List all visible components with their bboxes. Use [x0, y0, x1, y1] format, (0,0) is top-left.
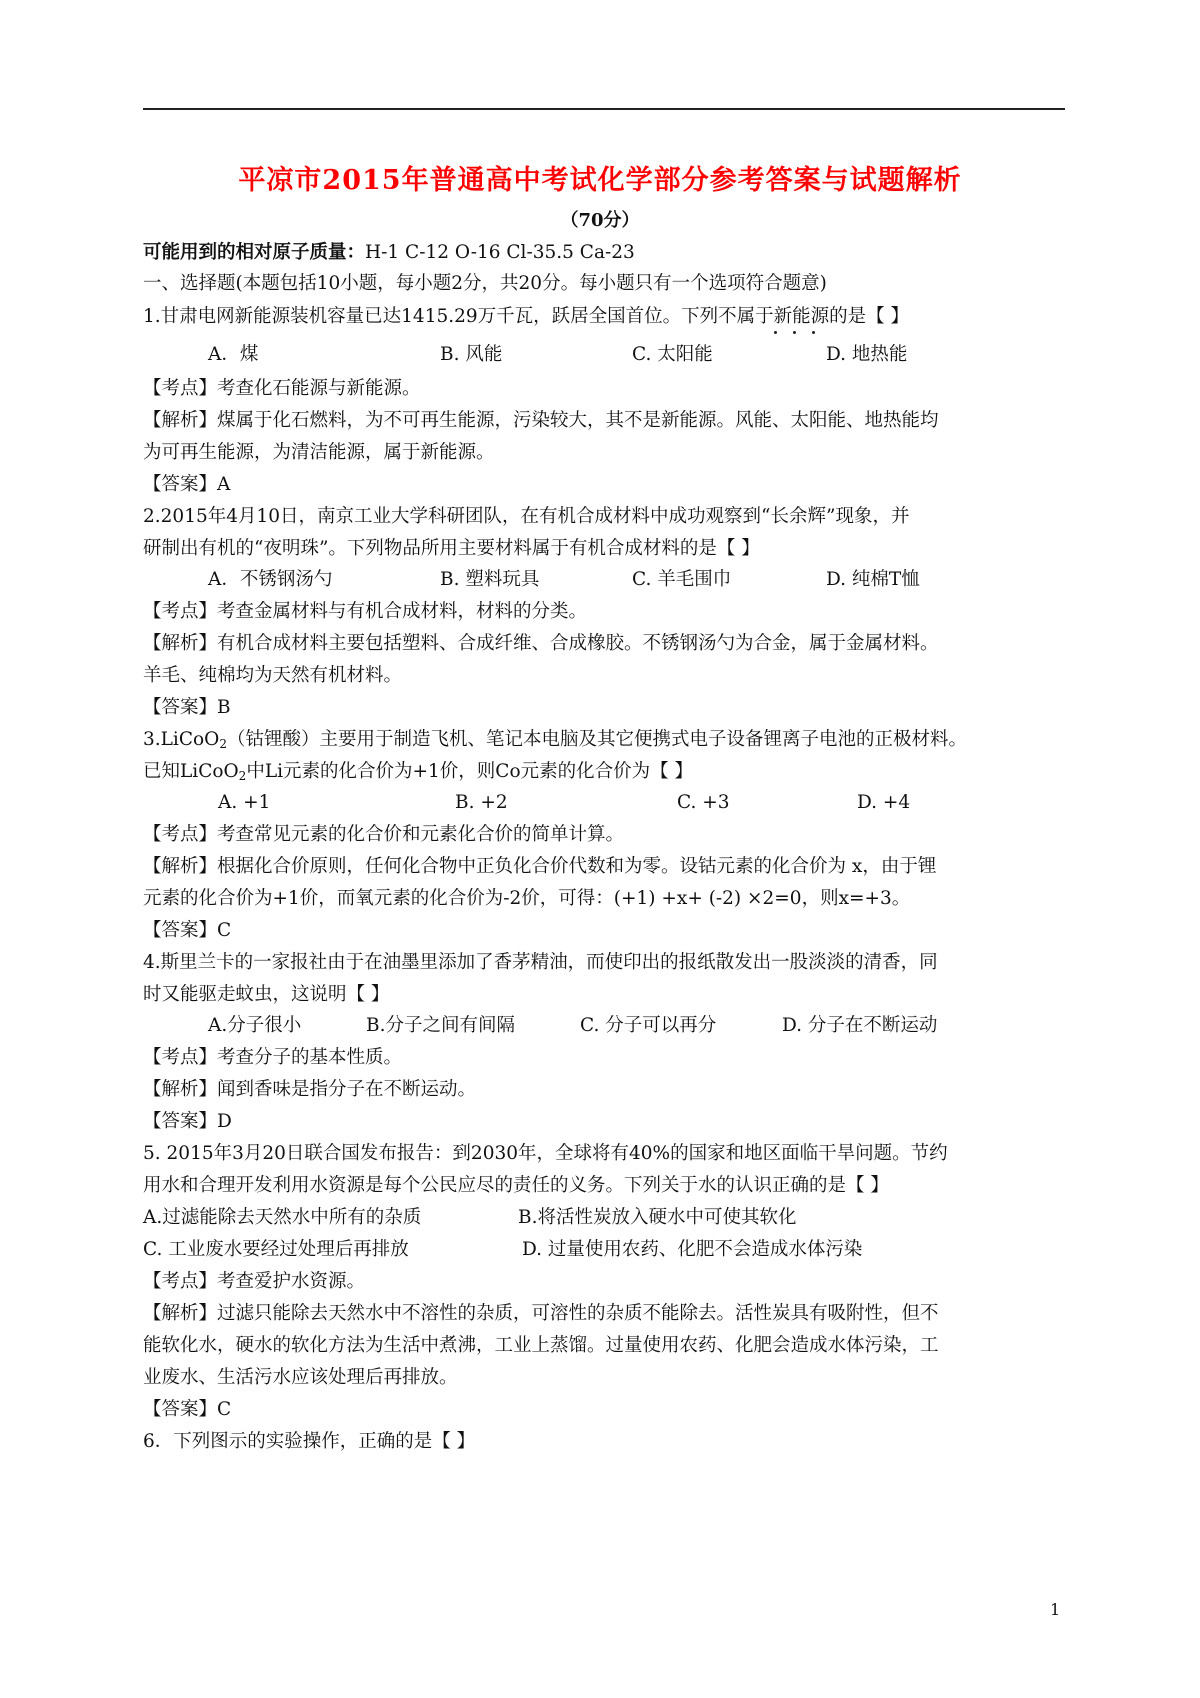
option-c: C. 工业废水要经过处理后再排放 [143, 1239, 409, 1260]
option-c: C. 分子可以再分 [580, 1015, 717, 1036]
option-b: B. +2 [455, 792, 508, 813]
option-a: A．煤 [208, 344, 259, 365]
q2-stem-line: 2.2015年4月10日，南京工业大学科研团队，在有机合成材料中成功观察到“长余辉”现象，并 [143, 506, 910, 527]
q1-stem-emphasis: 不属于 [718, 306, 774, 327]
document-title: 平凉市2015年普通高中考试化学部分参考答案与试题解析 [238, 165, 962, 196]
q3-stem-line [143, 759, 693, 789]
q5-jiexi-line: 业废水、生活污水应该处理后再排放。 [143, 1367, 458, 1388]
option-d: D. 纯棉T恤 [826, 569, 920, 590]
q4-jiexi-line: 【解析】闻到香味是指分子在不断运动。 [143, 1079, 477, 1100]
score-label: （70分） [560, 210, 640, 231]
q3-formula: 3.LiCoO [143, 729, 220, 750]
q5-stem-line: 5. 2015年3月20日联合国发布报告：到2030年，全球将有40%的国家和地区面临干旱问题。节约 [143, 1143, 948, 1164]
option-d: D. 过量使用农药、化肥不会造成水体污染 [522, 1239, 863, 1260]
q2-jiexi-line: 【解析】有机合成材料主要包括塑料、合成纤维、合成橡胶。不锈钢汤勺为合金，属于金属材料。 [143, 633, 939, 654]
atomic-mass-label: 可能用到的相对原子质量： [143, 242, 366, 263]
option-c: C. 太阳能 [632, 344, 713, 365]
option-a: A.过滤能除去天然水中所有的杂质 [143, 1207, 422, 1228]
header-rule [143, 108, 1065, 110]
q1-stem [143, 304, 909, 330]
q4-kaodian: 【考点】考查分子的基本性质。 [143, 1047, 403, 1068]
emphasis-dot [812, 331, 815, 334]
q5-stem-line: 用水和合理开发利用水资源是每个公民应尽的责任的义务。下列关于水的认识正确的是【 】 [143, 1175, 889, 1196]
option-b: B.分子之间有间隔 [366, 1015, 515, 1036]
option-d: D. +4 [857, 792, 911, 813]
option-b: B.将活性炭放入硬水中可使其软化 [518, 1207, 797, 1228]
emphasis-dot [774, 331, 777, 334]
option-b: B. 塑料玩具 [440, 569, 540, 590]
option-a: A. +1 [218, 792, 271, 813]
atomic-mass-line [143, 240, 635, 266]
option-c: C. +3 [677, 792, 730, 813]
q1-kaodian: 【考点】考查化石能源与新能源。 [143, 378, 421, 399]
q2-stem-line: 研制出有机的“夜明珠”。下列物品所用主要材料属于有机合成材料的是【 】 [143, 538, 760, 559]
option-b: B. 风能 [440, 344, 503, 365]
q3-jiexi-line: 元素的化合价为+1价，而氧元素的化合价为-2价，可得：(+1) +x+ (-2) ×2=0，则x=+3。 [143, 888, 911, 909]
option-c: C. 羊毛围巾 [632, 569, 732, 590]
q4-stem-line: 时又能驱走蚊虫，这说明【 】 [143, 984, 390, 1005]
q2-answer: 【答案】B [143, 697, 231, 718]
q2-jiexi-line: 羊毛、纯棉均为天然有机材料。 [143, 665, 403, 686]
q3-stem-text: 中Li元素的化合价为+1价，则Co元素的化合价为【 】 [246, 761, 693, 782]
q2-kaodian: 【考点】考查金属材料与有机合成材料，材料的分类。 [143, 601, 588, 622]
q4-stem-line: 4.斯里兰卡的一家报社由于在油墨里添加了香茅精油，而使印出的报纸散发出一股淡淡的清香，同 [143, 952, 938, 973]
option-d: D. 地热能 [826, 344, 908, 365]
q3-formula: 已知LiCoO [143, 761, 239, 782]
q5-jiexi-line: 【解析】过滤只能除去天然水中不溶性的杂质，可溶性的杂质不能除去。活性炭具有吸附性，但不 [143, 1303, 939, 1324]
option-d: D. 分子在不断运动 [782, 1015, 938, 1036]
q3-kaodian: 【考点】考查常见元素的化合价和元素化合价的简单计算。 [143, 824, 625, 845]
q3-stem-text: （钴锂酸）主要用于制造飞机、笔记本电脑及其它便携式电子设备锂离子电池的正极材料。 [226, 729, 967, 750]
q3-answer: 【答案】C [143, 920, 232, 941]
q1-stem-text: 1.甘肃电网新能源装机容量已达1415.29万千瓦，跃居全国首位。下列 [143, 306, 719, 327]
option-a: A.分子很小 [208, 1015, 302, 1036]
page-number: 1 [1050, 1600, 1061, 1619]
q1-stem-tail: 新能源的是【 】 [773, 306, 910, 327]
q3-formula-subscript: 2 [238, 769, 247, 783]
q3-formula-subscript: 2 [219, 737, 227, 751]
section-heading: 一、选择题(本题包括10小题，每小题2分，共20分。每小题只有一个选项符合题意) [143, 273, 827, 294]
q3-jiexi-line: 【解析】根据化合价原则，任何化合物中正负化合价代数和为零。设钴元素的化合价为 x，由于锂 [143, 856, 937, 877]
q1-answer: 【答案】A [143, 474, 231, 495]
q5-jiexi-line: 能软化水，硬水的软化方法为生活中煮沸，工业上蒸馏。过量使用农药、化肥会造成水体污染，工 [143, 1335, 939, 1356]
q6-stem-line: 6．下列图示的实验操作，正确的是【 】 [143, 1431, 476, 1452]
q4-answer: 【答案】D [143, 1111, 232, 1132]
atomic-mass-values: H-1 C-12 O-16 Cl-35.5 Ca-23 [365, 242, 635, 263]
q5-answer: 【答案】C [143, 1399, 232, 1420]
emphasis-dot [793, 331, 796, 334]
q1-jiexi-line: 【解析】煤属于化石燃料，为不可再生能源，污染较大，其不是新能源。风能、太阳能、地热能均 [143, 410, 939, 431]
q1-jiexi-line: 为可再生能源，为清洁能源，属于新能源。 [143, 442, 495, 463]
q3-stem-line [143, 727, 967, 757]
q5-kaodian: 【考点】考查爱护水资源。 [143, 1271, 366, 1292]
option-a: A．不锈钢汤勺 [208, 569, 333, 590]
